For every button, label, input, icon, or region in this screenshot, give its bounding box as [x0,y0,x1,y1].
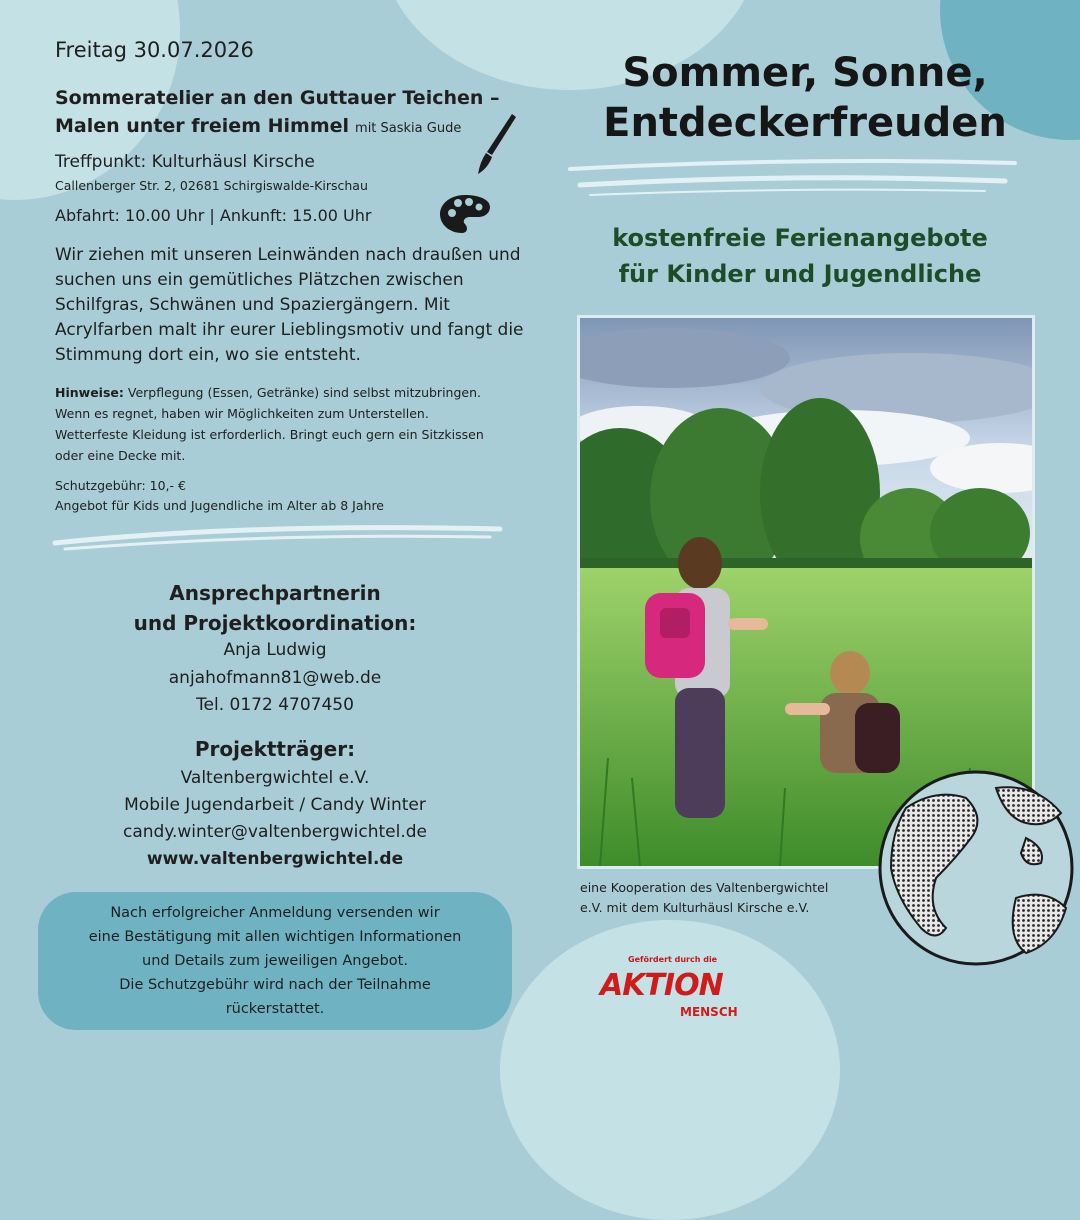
notice-line: Nach erfolgreicher Anmeldung versenden wir [110,905,440,921]
contact-email[interactable]: anjahofmann81@web.de [168,668,382,688]
sponsor-department: Mobile Jugendarbeit / Candy Winter [124,795,426,815]
subtitle [560,220,1040,292]
credit-line1: eine Kooperation des Valtenbergwichtel [580,880,829,895]
event-fee: Schutzgebühr: 10,- € [55,478,186,493]
contact-name: Anja Ludwig [223,640,327,660]
credit-line2: e.V. mit dem Kulturhäusl Kirsche e.V. [580,900,810,915]
contact-heading [55,578,495,638]
sponsor-name: Valtenbergwichtel e.V. [180,768,370,788]
paintbrush-icon [470,110,520,180]
event-times: Abfahrt: 10.00 Uhr | Ankunft: 15.00 Uhr [55,206,372,225]
contact-phone: Tel. 0172 4707450 [196,695,354,715]
aktion-mensch-logo-sub: MENSCH [680,1005,738,1019]
main-title [560,48,1050,148]
background-shape [500,920,840,1220]
aktion-mensch-logo: AKTION [600,968,723,1003]
funding-label: Gefördert durch die [628,955,718,964]
sponsor-email[interactable]: candy.winter@valtenbergwichtel.de [123,822,427,842]
event-description: Wir ziehen mit unseren Leinwänden nach draußen und suchen uns ein gemütliches Plätzchen zwischen Schilfgras, Schwänen und Spaziergängern. Mit Acrylfarben malt ihr eurer Lieblingsmotiv und fangt die Stimmung dort ein, wo sie entsteht. [55,245,524,365]
event-notes [55,382,505,466]
event-age: Angebot für Kids und Jugendliche im Alter ab 8 Jahre [55,498,384,513]
contact-heading-line2: und Projektkoordination: [133,611,417,635]
palette-icon [438,193,492,235]
contact-heading-line1: Ansprechpartnerin [169,581,381,605]
notice-line: rückerstattet. [225,1001,325,1017]
subtitle-line2: für Kinder und Jugendliche [618,260,982,288]
sponsor-website[interactable]: www.valtenbergwichtel.de [146,849,404,869]
brush-divider [50,515,510,555]
main-title-line1: Sommer, Sonne, [622,50,988,96]
event-title-line2 [55,112,535,143]
notice-line: Die Schutzgebühr wird nach der Teilnahme [119,977,431,993]
event-host: mit Saskia Gude [355,121,462,136]
sponsor-heading: Projektträger: [194,737,356,761]
notice-text [55,901,495,1021]
main-title-line2: Entdeckerfreuden [603,100,1007,146]
notes-text: Verpflegung (Essen, Getränke) sind selbst mitzubringen. Wenn es regnet, haben wir Möglichkeiten zum Unterstellen. Wetterfeste Kleidung ist erforderlich. Bringt euch gern ein Sitzkissen oder eine Decke mit. [55,385,484,463]
meeting-address: Callenberger Str. 2, 02681 Schirgiswalde-Kirschau [55,178,368,193]
notice-line: und Details zum jeweiligen Angebot. [142,953,408,969]
event-title [55,84,535,143]
brush-divider [565,155,1025,205]
globe-icon [876,768,1076,968]
notice-line: eine Bestätigung mit allen wichtigen Informationen [88,929,462,945]
notes-label: Hinweise: [55,385,124,400]
event-title-line1: Sommeratelier an den Guttauer Teichen – [55,87,500,109]
notice-box [38,892,512,1030]
subtitle-line1: kostenfreie Ferienangebote [612,224,988,252]
meeting-point: Treffpunkt: Kulturhäusl Kirsche [55,152,315,172]
event-title-line2-text: Malen unter freiem Himmel [55,115,350,137]
event-date: Freitag 30.07.2026 [55,38,254,62]
cooperation-credit [580,878,900,918]
